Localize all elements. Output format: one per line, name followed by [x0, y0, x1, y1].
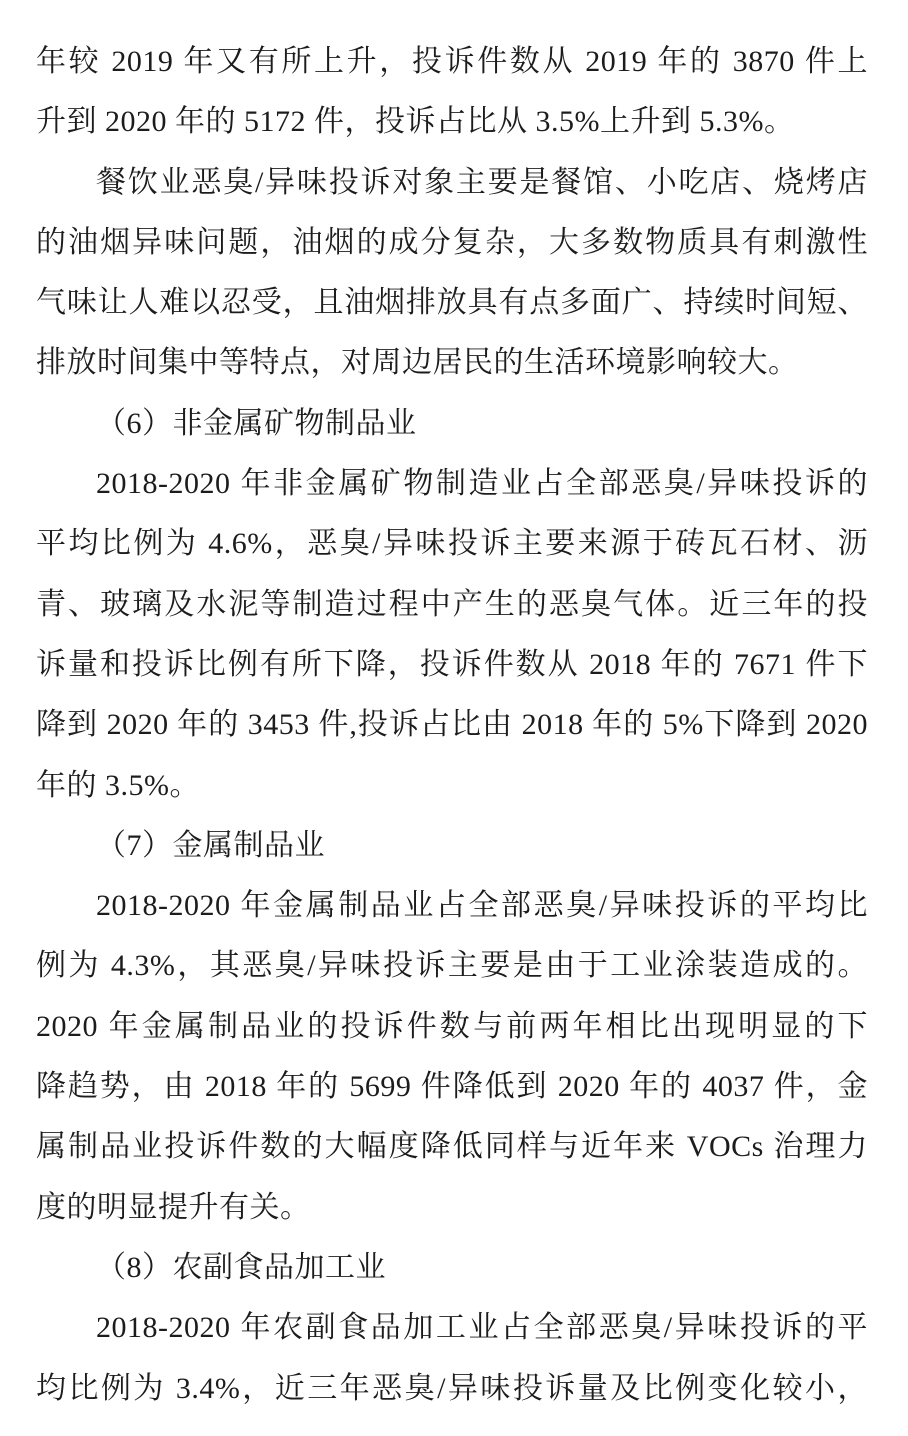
text-line: 诉量和投诉比例有所下降，投诉件数从 2018 年的 7671 件下 — [36, 647, 868, 681]
text-line: 年的 3.5%。 — [36, 768, 200, 802]
text-line: 平均比例为 4.6%，恶臭/异味投诉主要来源于砖瓦石材、沥 — [36, 527, 868, 561]
text-line: 年较 2019 年又有所上升，投诉件数从 2019 年的 3870 件上 — [36, 45, 868, 78]
text-line: 气味让人难以忍受，且油烟排放具有点多面广、持续时间短、 — [36, 286, 868, 320]
text-line: 餐饮业恶臭/异味投诉对象主要是餐馆、小吃店、烧烤店 — [96, 165, 868, 199]
section-heading: （6）非金属矿物制品业 — [96, 406, 417, 440]
text-line: 降趋势，由 2018 年的 5699 件降低到 2020 年的 4037 件，金 — [36, 1070, 868, 1104]
text-line: 2018-2020 年金属制品业占全部恶臭/异味投诉的平均比 — [96, 889, 868, 923]
text-line: 升到 2020 年的 5172 件，投诉占比从 3.5%上升到 5.3%。 — [36, 105, 795, 139]
text-line: 青、玻璃及水泥等制造过程中产生的恶臭气体。近三年的投 — [36, 587, 868, 621]
text-line: 2018-2020 年农副食品加工业占全部恶臭/异味投诉的平 — [96, 1311, 868, 1345]
section-heading: （8）农副食品加工业 — [96, 1250, 386, 1284]
text-line: 均比例为 3.4%，近三年恶臭/异味投诉量及比例变化较小， — [36, 1371, 868, 1405]
text-line: 2020 年金属制品业的投诉件数与前两年相比出现明显的下 — [36, 1009, 868, 1043]
text-line: 降到 2020 年的 3453 件,投诉占比由 2018 年的 5%下降到 2020 — [36, 708, 868, 742]
text-line: 度的明显提升有关。 — [36, 1190, 311, 1224]
section-heading: （7）金属制品业 — [96, 828, 325, 862]
text-line: 2018-2020 年非金属矿物制造业占全部恶臭/异味投诉的 — [96, 467, 868, 501]
text-line: 例为 4.3%，其恶臭/异味投诉主要是由于工业涂装造成的。 — [36, 949, 868, 983]
text-line: 属制品业投诉件数的大幅度降低同样与近年来 VOCs 治理力 — [36, 1130, 868, 1164]
text-line: 排放时间集中等特点，对周边居民的生活环境影响较大。 — [36, 346, 799, 380]
text-line: 的油烟异味问题，油烟的成分复杂，大多数物质具有刺激性 — [36, 225, 868, 259]
